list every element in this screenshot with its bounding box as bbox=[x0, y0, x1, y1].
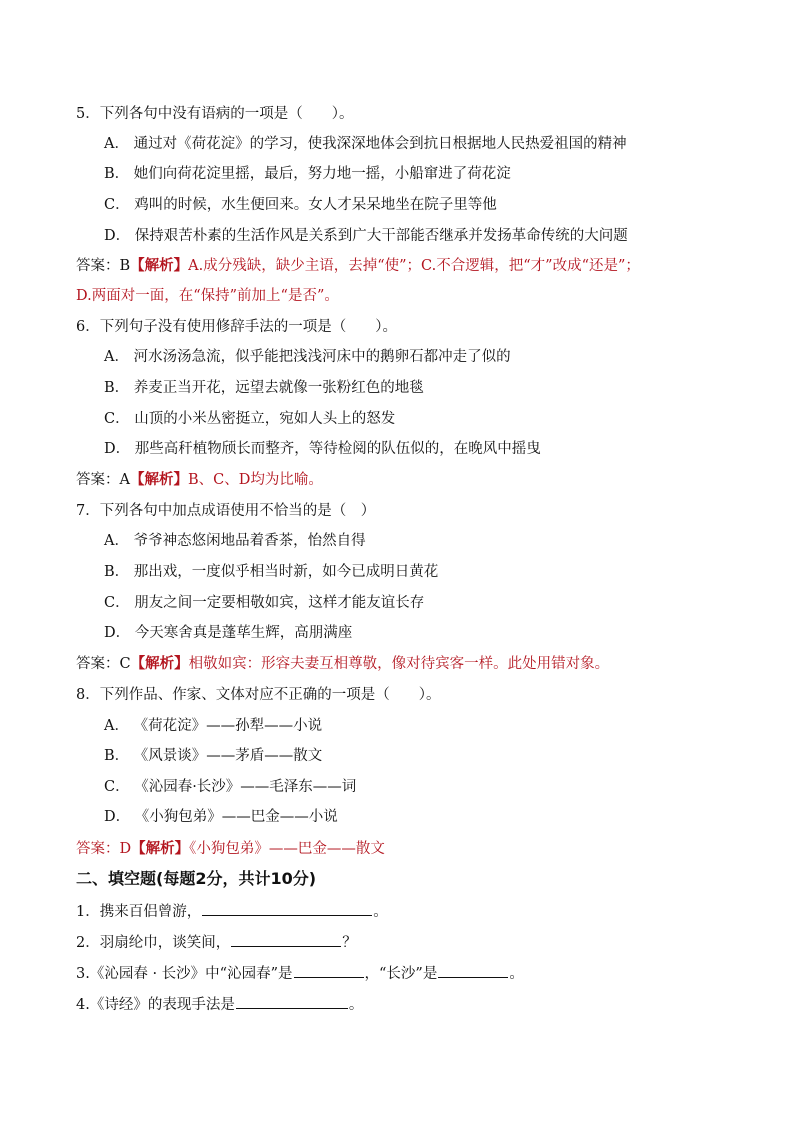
question-5-stem: 5．下列各句中没有语病的一项是（ ）。 bbox=[76, 106, 354, 122]
analysis-text: 相敬如宾：形容夫妻互相尊敬，像对待宾客一样。此处用错对象。 bbox=[188, 656, 610, 672]
fill-blank-1 bbox=[76, 900, 388, 920]
fill-blank-2-text: 2．羽扇纶巾，谈笑间， bbox=[76, 935, 231, 951]
fill-blank-1-end: 。 bbox=[373, 904, 388, 920]
fill-blank-3-end: 。 bbox=[509, 966, 524, 982]
analysis-tag: 【解析】 bbox=[129, 471, 188, 488]
answer-letter: B bbox=[119, 258, 131, 274]
answer-prefix: 答案： bbox=[76, 656, 120, 672]
answer-blank[interactable] bbox=[202, 900, 372, 916]
answer-letter: D bbox=[119, 841, 132, 857]
answer-letter: C bbox=[119, 656, 131, 672]
question-5-answer bbox=[76, 256, 640, 276]
question-7-stem: 7．下列各句中加点成语使用不恰当的是（ ） bbox=[76, 503, 376, 519]
answer-letter: A bbox=[119, 472, 130, 488]
answer-prefix: 答案： bbox=[76, 472, 120, 488]
fill-blank-3 bbox=[76, 962, 524, 982]
question-6-option-b: B． 养麦正当开花，远望去就像一张粉红色的地毯 bbox=[104, 380, 424, 396]
question-6-option-d: D． 那些高秆植物颀长而整齐，等待检阅的队伍似的，在晚风中摇曳 bbox=[104, 441, 541, 457]
answer-blank[interactable] bbox=[438, 962, 508, 978]
question-7-option-d: D． 今天寒舍真是蓬荜生辉，高朋满座 bbox=[104, 625, 353, 641]
analysis-tag: 【解析】 bbox=[130, 257, 189, 274]
question-8-option-d: D． 《小狗包弟》——巴金——小说 bbox=[104, 809, 338, 825]
fill-blank-4-end: 。 bbox=[348, 997, 364, 1013]
fill-blank-4 bbox=[76, 993, 363, 1013]
question-5-option-b: B． 她们向荷花淀里摇，最后，努力地一摇，小船窜进了荷花淀 bbox=[104, 166, 511, 182]
analysis-tag: 【解析】 bbox=[131, 840, 190, 857]
question-8-option-a: A． 《荷花淀》——孙犁——小说 bbox=[104, 718, 323, 734]
question-5-option-a: A． 通过对《荷花淀》的学习，使我深深地体会到抗日根据地人民热爱祖国的精神 bbox=[104, 136, 627, 152]
fill-blank-3-text: 3.《沁园春 · 长沙》中“沁园春”是 bbox=[76, 966, 293, 982]
question-7-option-c: C． 朋友之间一定要相敬如宾，这样才能友谊长存 bbox=[104, 595, 425, 611]
fill-blank-3-middle: ，“长沙”是 bbox=[364, 966, 438, 982]
question-6-stem: 6．下列句子没有使用修辞手法的一项是（ ）。 bbox=[76, 319, 397, 335]
question-5-option-c: C． 鸡叫的时候，水生便回来。女人才呆呆地坐在院子里等他 bbox=[104, 197, 497, 213]
analysis-text: A.成分残缺，缺少主语，去掉“使”；C.不合逻辑，把“才”改成“还是”； bbox=[188, 258, 640, 274]
question-8-stem: 8．下列作品、作家、文体对应不正确的一项是（ ）。 bbox=[76, 687, 441, 703]
fill-blank-2 bbox=[76, 931, 357, 951]
analysis-text: 《小狗包弟》——巴金——散文 bbox=[189, 841, 385, 857]
question-8-option-c: C． 《沁园春·长沙》——毛泽东——词 bbox=[104, 779, 357, 795]
analysis-tag: 【解析】 bbox=[130, 655, 189, 672]
question-5-analysis-line-2: D.两面对一面，在“保持”前加上“是否”。 bbox=[76, 288, 339, 304]
question-8-option-b: B． 《风景谈》——茅盾——散文 bbox=[104, 748, 323, 764]
fill-blank-4-text: 4.《诗经》的表现手法是 bbox=[76, 997, 235, 1013]
answer-prefix: 答案： bbox=[76, 258, 120, 274]
question-6-option-c: C． 山顶的小米丛密挺立，宛如人头上的怒发 bbox=[104, 411, 396, 427]
question-6-option-a: A． 河水汤汤急流，似乎能把浅浅河床中的鹅卵石都冲走了似的 bbox=[104, 349, 511, 365]
analysis-text: B、C、D均为比喻。 bbox=[187, 472, 323, 488]
answer-blank[interactable] bbox=[231, 931, 341, 947]
question-8-answer bbox=[76, 839, 385, 859]
question-6-answer bbox=[76, 470, 323, 490]
fill-blank-1-text: 1．携来百侣曾游， bbox=[76, 904, 202, 920]
fill-blank-2-end: ？ bbox=[342, 935, 357, 951]
answer-prefix: 答案： bbox=[76, 841, 120, 857]
answer-blank[interactable] bbox=[294, 962, 364, 978]
answer-blank[interactable] bbox=[236, 993, 348, 1009]
question-7-answer bbox=[76, 654, 609, 674]
question-7-option-a: A． 爷爷神态悠闲地品着香茶，怡然自得 bbox=[104, 533, 366, 549]
question-7-option-b: B． 那出戏，一度似乎相当时新，如今已成明日黄花 bbox=[104, 564, 439, 580]
question-5-option-d: D． 保持艰苦朴素的生活作风是关系到广大干部能否继承并发扬革命传统的大问题 bbox=[104, 228, 628, 244]
section-2-heading: 二、填空题(每题2分，共计10分) bbox=[76, 869, 317, 888]
